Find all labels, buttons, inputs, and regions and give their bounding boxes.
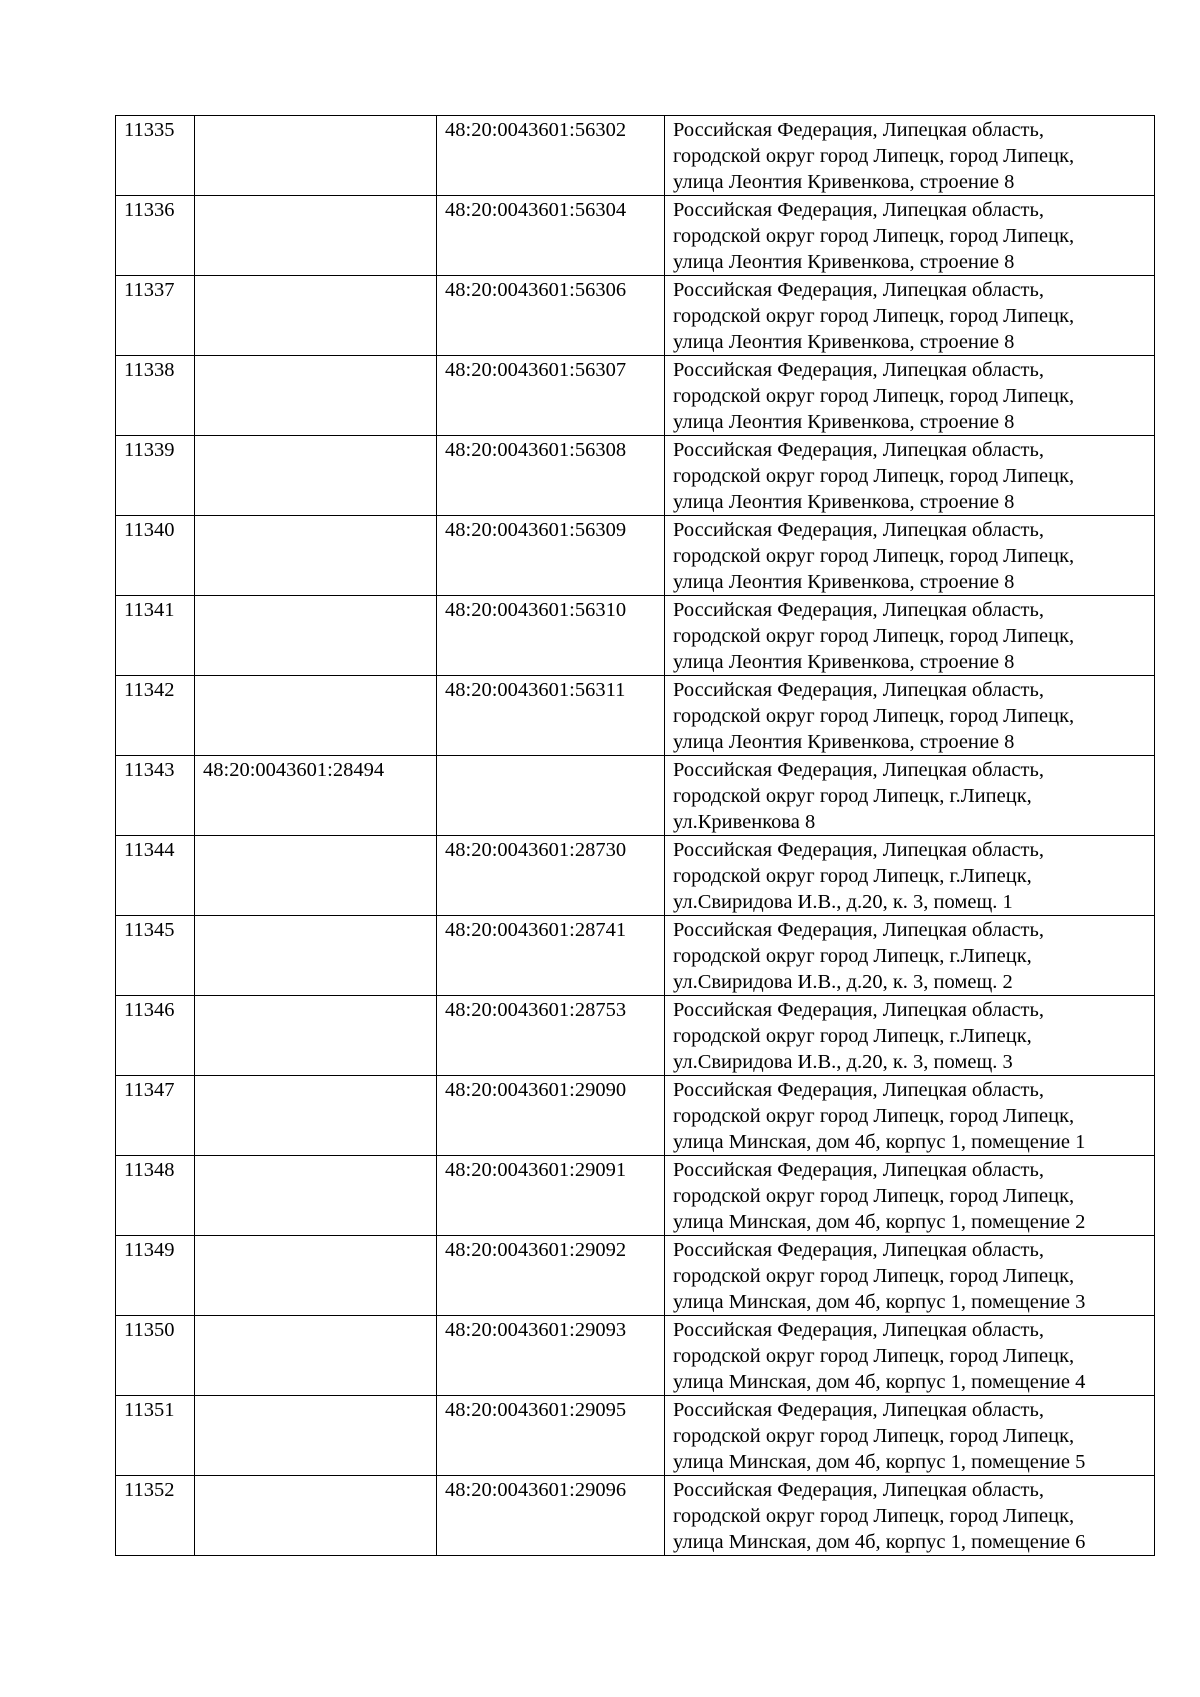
- address-line: Российская Федерация, Липецкая область,: [673, 1399, 1044, 1421]
- address-line: городской округ город Липецк, город Липецк,: [673, 625, 1075, 647]
- row-number-cell: 11335: [116, 116, 195, 196]
- register-table-body: [116, 116, 1155, 1556]
- table-row: [116, 1156, 1155, 1236]
- address-cell: [665, 1396, 1155, 1476]
- table-row: [116, 116, 1155, 196]
- table-row: [116, 676, 1155, 756]
- address-line: городской округ город Липецк, город Липецк,: [673, 305, 1075, 327]
- address-cell: [665, 276, 1155, 356]
- row-number-cell: 11349: [116, 1236, 195, 1316]
- row-number-cell: 11341: [116, 596, 195, 676]
- parcel-cadastral-number-cell: [195, 436, 437, 516]
- row-number-cell: 11352: [116, 1476, 195, 1556]
- row-number-cell: 11337: [116, 276, 195, 356]
- address-cell: [665, 756, 1155, 836]
- table-row: [116, 596, 1155, 676]
- parcel-cadastral-number-cell: [195, 596, 437, 676]
- address-line: Российская Федерация, Липецкая область,: [673, 359, 1044, 381]
- table-row: [116, 276, 1155, 356]
- address-line: городской округ город Липецк, г.Липецк,: [673, 785, 1032, 807]
- row-number-cell: 11346: [116, 996, 195, 1076]
- address-line: Российская Федерация, Липецкая область,: [673, 679, 1044, 701]
- address-line: ул.Свиридова И.В., д.20, к. 3, помещ. 1: [673, 891, 1013, 913]
- address-line: улица Леонтия Кривенкова, строение 8: [673, 331, 1015, 353]
- table-row: [116, 756, 1155, 836]
- address-line: улица Минская, дом 4б, корпус 1, помещение 2: [673, 1211, 1086, 1233]
- address-line: Российская Федерация, Липецкая область,: [673, 919, 1044, 941]
- object-cadastral-number-cell: 48:20:0043601:56304: [437, 196, 665, 276]
- address-cell: [665, 516, 1155, 596]
- row-number-cell: 11351: [116, 1396, 195, 1476]
- row-number-cell: 11348: [116, 1156, 195, 1236]
- address-cell: [665, 1316, 1155, 1396]
- table-row: [116, 1316, 1155, 1396]
- address-line: Российская Федерация, Липецкая область,: [673, 759, 1044, 781]
- address-line: городской округ город Липецк, город Липецк,: [673, 1265, 1075, 1287]
- address-line: городской округ город Липецк, город Липецк,: [673, 225, 1075, 247]
- parcel-cadastral-number-cell: [195, 1396, 437, 1476]
- row-number-cell: 11347: [116, 1076, 195, 1156]
- address-line: Российская Федерация, Липецкая область,: [673, 839, 1044, 861]
- parcel-cadastral-number-cell: [195, 996, 437, 1076]
- row-number-cell: 11340: [116, 516, 195, 596]
- address-line: городской округ город Липецк, город Липецк,: [673, 1425, 1075, 1447]
- table-row: [116, 996, 1155, 1076]
- address-line: улица Леонтия Кривенкова, строение 8: [673, 651, 1015, 673]
- address-line: Российская Федерация, Липецкая область,: [673, 599, 1044, 621]
- object-cadastral-number-cell: 48:20:0043601:56307: [437, 356, 665, 436]
- parcel-cadastral-number-cell: 48:20:0043601:28494: [195, 756, 437, 836]
- address-line: городской округ город Липецк, г.Липецк,: [673, 1025, 1032, 1047]
- parcel-cadastral-number-cell: [195, 1316, 437, 1396]
- table-row: [116, 916, 1155, 996]
- address-line: городской округ город Липецк, город Липецк,: [673, 1505, 1075, 1527]
- address-line: улица Леонтия Кривенкова, строение 8: [673, 571, 1015, 593]
- address-line: улица Леонтия Кривенкова, строение 8: [673, 491, 1015, 513]
- object-cadastral-number-cell: [437, 756, 665, 836]
- address-line: городской округ город Липецк, город Липецк,: [673, 705, 1075, 727]
- parcel-cadastral-number-cell: [195, 676, 437, 756]
- parcel-cadastral-number-cell: [195, 836, 437, 916]
- table-row: [116, 436, 1155, 516]
- address-cell: [665, 996, 1155, 1076]
- object-cadastral-number-cell: 48:20:0043601:28753: [437, 996, 665, 1076]
- address-cell: [665, 1476, 1155, 1556]
- object-cadastral-number-cell: 48:20:0043601:56308: [437, 436, 665, 516]
- address-cell: [665, 596, 1155, 676]
- object-cadastral-number-cell: 48:20:0043601:29091: [437, 1156, 665, 1236]
- row-number-cell: 11344: [116, 836, 195, 916]
- address-cell: [665, 436, 1155, 516]
- address-cell: [665, 916, 1155, 996]
- parcel-cadastral-number-cell: [195, 516, 437, 596]
- object-cadastral-number-cell: 48:20:0043601:56302: [437, 116, 665, 196]
- parcel-cadastral-number-cell: [195, 356, 437, 436]
- table-row: [116, 516, 1155, 596]
- object-cadastral-number-cell: 48:20:0043601:56311: [437, 676, 665, 756]
- address-line: городской округ город Липецк, г.Липецк,: [673, 865, 1032, 887]
- parcel-cadastral-number-cell: [195, 1476, 437, 1556]
- address-cell: [665, 676, 1155, 756]
- object-cadastral-number-cell: 48:20:0043601:28741: [437, 916, 665, 996]
- address-cell: [665, 1236, 1155, 1316]
- address-line: городской округ город Липецк, город Липецк,: [673, 145, 1075, 167]
- address-cell: [665, 196, 1155, 276]
- address-line: улица Леонтия Кривенкова, строение 8: [673, 171, 1015, 193]
- register-table: [115, 115, 1155, 1556]
- address-cell: [665, 836, 1155, 916]
- parcel-cadastral-number-cell: [195, 916, 437, 996]
- parcel-cadastral-number-cell: [195, 1156, 437, 1236]
- table-row: [116, 196, 1155, 276]
- address-cell: [665, 356, 1155, 436]
- address-line: улица Леонтия Кривенкова, строение 8: [673, 411, 1015, 433]
- address-line: городской округ город Липецк, город Липецк,: [673, 385, 1075, 407]
- parcel-cadastral-number-cell: [195, 276, 437, 356]
- address-line: Российская Федерация, Липецкая область,: [673, 439, 1044, 461]
- address-line: городской округ город Липецк, город Липецк,: [673, 1185, 1075, 1207]
- address-line: улица Леонтия Кривенкова, строение 8: [673, 731, 1015, 753]
- address-line: улица Минская, дом 4б, корпус 1, помещение 6: [673, 1531, 1086, 1553]
- row-number-cell: 11350: [116, 1316, 195, 1396]
- address-line: ул.Свиридова И.В., д.20, к. 3, помещ. 2: [673, 971, 1013, 993]
- object-cadastral-number-cell: 48:20:0043601:29090: [437, 1076, 665, 1156]
- row-number-cell: 11343: [116, 756, 195, 836]
- address-cell: [665, 1076, 1155, 1156]
- table-row: [116, 1476, 1155, 1556]
- row-number-cell: 11345: [116, 916, 195, 996]
- address-cell: [665, 116, 1155, 196]
- address-line: городской округ город Липецк, город Липецк,: [673, 1105, 1075, 1127]
- address-line: ул.Кривенкова 8: [673, 811, 816, 833]
- table-row: [116, 1236, 1155, 1316]
- address-line: Российская Федерация, Липецкая область,: [673, 1239, 1044, 1261]
- address-line: улица Минская, дом 4б, корпус 1, помещение 3: [673, 1291, 1086, 1313]
- address-line: Российская Федерация, Липецкая область,: [673, 1319, 1044, 1341]
- address-line: Российская Федерация, Липецкая область,: [673, 519, 1044, 541]
- address-line: городской округ город Липецк, город Липецк,: [673, 545, 1075, 567]
- object-cadastral-number-cell: 48:20:0043601:29096: [437, 1476, 665, 1556]
- parcel-cadastral-number-cell: [195, 116, 437, 196]
- table-row: [116, 356, 1155, 436]
- object-cadastral-number-cell: 48:20:0043601:56310: [437, 596, 665, 676]
- object-cadastral-number-cell: 48:20:0043601:56309: [437, 516, 665, 596]
- address-line: городской округ город Липецк, город Липецк,: [673, 465, 1075, 487]
- row-number-cell: 11342: [116, 676, 195, 756]
- parcel-cadastral-number-cell: [195, 1236, 437, 1316]
- address-line: городской округ город Липецк, г.Липецк,: [673, 945, 1032, 967]
- address-line: улица Минская, дом 4б, корпус 1, помещение 1: [673, 1131, 1086, 1153]
- address-line: Российская Федерация, Липецкая область,: [673, 199, 1044, 221]
- object-cadastral-number-cell: 48:20:0043601:56306: [437, 276, 665, 356]
- table-row: [116, 1076, 1155, 1156]
- address-line: улица Минская, дом 4б, корпус 1, помещение 5: [673, 1451, 1086, 1473]
- address-line: ул.Свиридова И.В., д.20, к. 3, помещ. 3: [673, 1051, 1013, 1073]
- address-line: улица Минская, дом 4б, корпус 1, помещение 4: [673, 1371, 1086, 1393]
- address-line: Российская Федерация, Липецкая область,: [673, 1079, 1044, 1101]
- address-line: Российская Федерация, Липецкая область,: [673, 279, 1044, 301]
- address-line: Российская Федерация, Липецкая область,: [673, 999, 1044, 1021]
- object-cadastral-number-cell: 48:20:0043601:29092: [437, 1236, 665, 1316]
- address-line: Российская Федерация, Липецкая область,: [673, 119, 1044, 141]
- parcel-cadastral-number-cell: [195, 196, 437, 276]
- row-number-cell: 11338: [116, 356, 195, 436]
- row-number-cell: 11336: [116, 196, 195, 276]
- row-number-cell: 11339: [116, 436, 195, 516]
- object-cadastral-number-cell: 48:20:0043601:29095: [437, 1396, 665, 1476]
- address-cell: [665, 1156, 1155, 1236]
- object-cadastral-number-cell: 48:20:0043601:28730: [437, 836, 665, 916]
- parcel-cadastral-number-cell: [195, 1076, 437, 1156]
- table-row: [116, 836, 1155, 916]
- address-line: Российская Федерация, Липецкая область,: [673, 1479, 1044, 1501]
- address-line: улица Леонтия Кривенкова, строение 8: [673, 251, 1015, 273]
- address-line: городской округ город Липецк, город Липецк,: [673, 1345, 1075, 1367]
- table-row: [116, 1396, 1155, 1476]
- address-line: Российская Федерация, Липецкая область,: [673, 1159, 1044, 1181]
- object-cadastral-number-cell: 48:20:0043601:29093: [437, 1316, 665, 1396]
